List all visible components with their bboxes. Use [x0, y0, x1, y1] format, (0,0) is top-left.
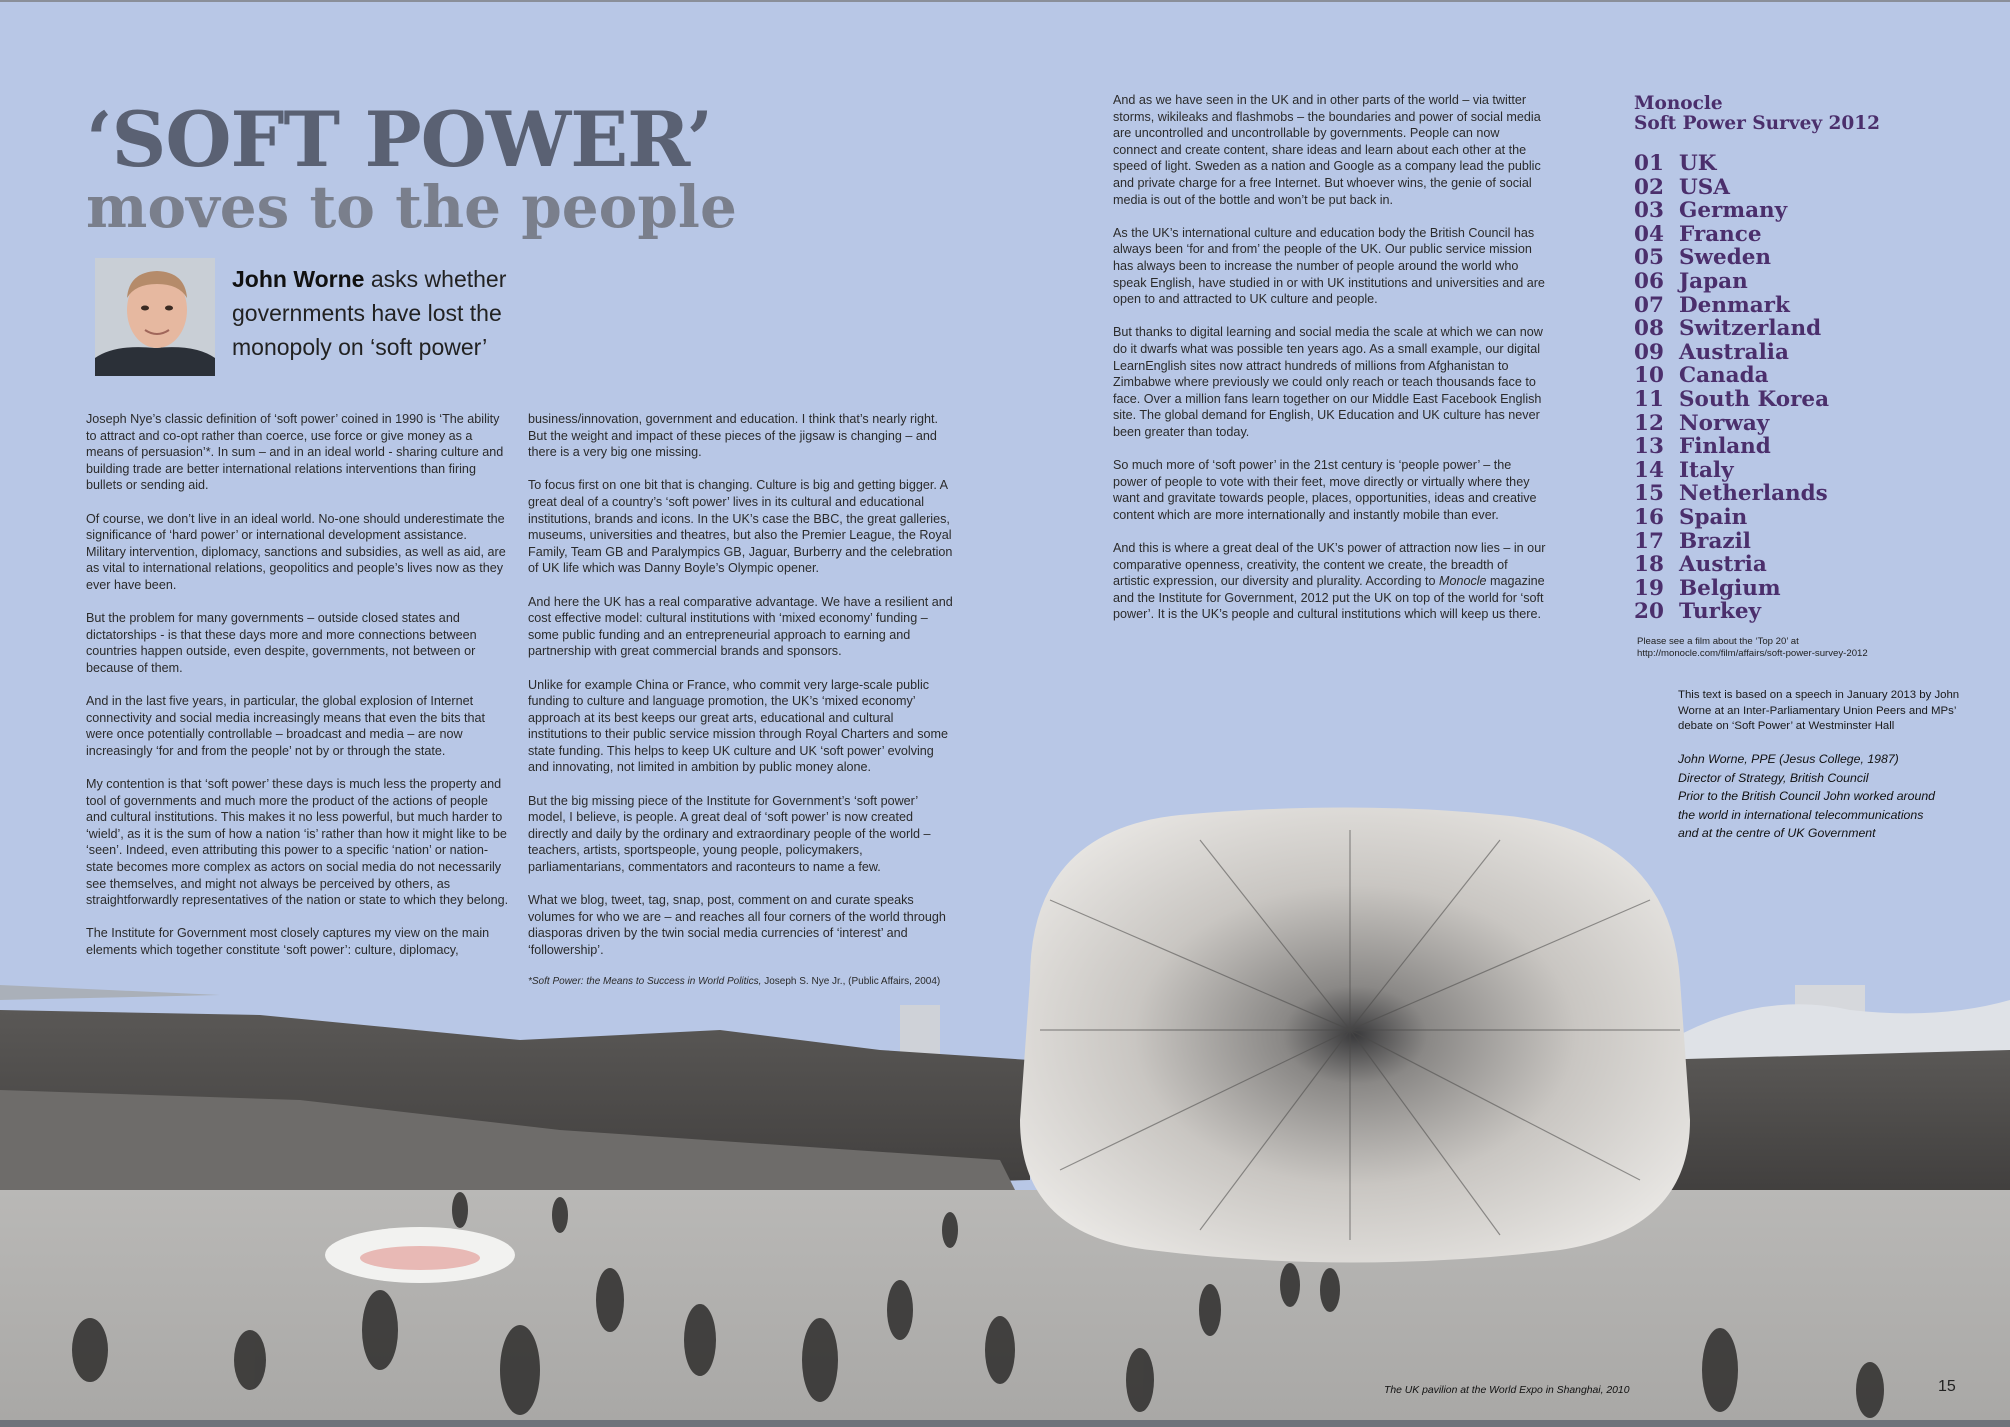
survey-rank: 02	[1634, 174, 1664, 200]
survey-rank: 07	[1634, 292, 1664, 318]
magazine-name: Monocle	[1438, 574, 1487, 589]
footnote-rest: Joseph S. Nye Jr., (Public Affairs, 2004)	[761, 976, 941, 988]
paragraph: business/innovation, government and education. I think that’s nearly right. But the weight and impact of these pieces of the jigsaw is changing – and there is a very big one missing.	[528, 412, 939, 460]
body-column-1	[86, 411, 509, 975]
survey-rank: 12	[1634, 410, 1664, 436]
paragraph: But thanks to digital learning and social media the scale at which we can now do it dwarfs what was possible ten years ago. As a small example, our digital LearnEnglish sites now attract hundreds of millions from Afghanistan to Zimbabwe where previously we could only reach or teach thousands face to face. Over a million fans learn together on our Middle East Facebook English site. The global demand for English, UK Education and UK culture has never been greater than today.	[1113, 325, 1543, 439]
survey-country: France	[1679, 221, 1762, 247]
survey-title-line-1: Monocle	[1634, 93, 1723, 114]
paragraph: Of course, we don’t live in an ideal world. No-one should underestimate the significance of ‘hard power’ or international development assistance. Military intervention, diplomacy, sanctions and subsidies, as well as aid, are as vital to international relations, geopolitics and people’s lives now as they ever have been.	[86, 511, 506, 592]
survey-item	[1634, 317, 1964, 341]
survey-rank: 11	[1634, 386, 1664, 412]
headline-subtitle: moves to the people	[86, 173, 737, 241]
survey-item	[1634, 600, 1964, 624]
footnote	[528, 975, 953, 988]
paragraph: And here the UK has a real comparative advantage. We have a resilient and cost effective model: cultural institutions with ‘mixed economy’ funding – some public funding and an entrepreneurial approach to earning and partnership with great commercial brands and sponsors.	[528, 594, 953, 659]
survey-item	[1634, 199, 1964, 223]
survey-country: Austria	[1679, 552, 1767, 578]
paragraph: But the problem for many governments – outside closed states and dictatorships - is that these days more and more connections between countries happen outside, even despite, governments, not between or because of them.	[86, 611, 477, 675]
survey-item	[1634, 482, 1964, 506]
survey-rank: 18	[1634, 552, 1664, 578]
speech-note: This text is based on a speech in January 2013 by John Worne at an Inter-Parliamentary Union Peers and MPs’ debate on ‘Soft Power’ at Westminster Hall	[1678, 689, 1960, 732]
survey-item	[1634, 246, 1964, 270]
survey-item	[1634, 341, 1964, 365]
survey-country: Belgium	[1679, 575, 1781, 601]
survey-country: Italy	[1679, 457, 1734, 483]
survey-rank: 04	[1634, 221, 1664, 247]
paragraph: To focus first on one bit that is changing. Culture is big and getting bigger. A great deal of a country’s ‘soft power’ lives in its cultural and educational institutions, brands and icons. In the UK’s case the BBC, the great galleries, museums, universities and theatres, but also the Premier League, the Royal Family, Team GB and Paralympics GB, Jaguar, Burberry and the celebration of UK life which was Danny Boyle’s Olympic opener.	[528, 478, 953, 576]
survey-rank: 01	[1634, 151, 1664, 176]
survey-item	[1634, 459, 1964, 483]
survey-rank: 17	[1634, 528, 1664, 554]
survey-rank: 15	[1634, 481, 1664, 507]
bio-line: and at the centre of UK Government	[1678, 826, 1876, 840]
footnote-title: *Soft Power: the Means to Success in World Politics,	[528, 976, 762, 988]
survey-item	[1634, 176, 1964, 200]
survey-film-link[interactable]: http://monocle.com/film/affairs/soft-power-survey-2012	[1637, 648, 1868, 659]
survey-country: Switzerland	[1679, 316, 1822, 342]
survey-country: Turkey	[1679, 599, 1762, 625]
standfirst	[232, 262, 542, 364]
paragraph: What we blog, tweet, tag, snap, post, comment on and curate speaks volumes for who we are – and reaches all four corners of the world through diasporas driven by the twin social media currencies of ‘interest’ and ‘followership’.	[528, 893, 946, 957]
survey-item	[1634, 530, 1964, 554]
survey-country: South Korea	[1679, 386, 1830, 412]
author-name: John Worne	[232, 266, 365, 292]
survey-rank: 10	[1634, 363, 1664, 389]
survey-country: UK	[1679, 151, 1717, 176]
top-rule	[0, 0, 2010, 2]
survey-country: USA	[1679, 174, 1730, 200]
survey-rank: 03	[1634, 198, 1664, 224]
paragraph: So much more of ‘soft power’ in the 21st century is ‘people power’ – the power of people to vote with their feet, move directly or virtually where they want and gravitate towards people, places, opportunities, ideas and creative content which are more internationally and instantly mobile than ever.	[1113, 458, 1537, 522]
survey-ranking-list	[1634, 152, 1964, 624]
survey-country: Brazil	[1679, 528, 1751, 554]
photo-caption: The UK pavilion at the World Expo in Shanghai, 2010	[1384, 1385, 1630, 1396]
bio-line: Director of Strategy, British Council	[1678, 770, 1869, 785]
headline: ‘SOFT POWER’	[86, 95, 713, 184]
survey-rank: 09	[1634, 339, 1664, 365]
survey-item	[1634, 294, 1964, 318]
survey-country: Australia	[1679, 339, 1789, 365]
standfirst-text: asks whether governments have lost the monopoly on ‘soft power’	[232, 266, 507, 360]
survey-item	[1634, 412, 1964, 436]
survey-rank: 14	[1634, 457, 1664, 483]
body-column-2	[528, 411, 953, 988]
survey-item	[1634, 435, 1964, 459]
survey-title-line-2: Soft Power Survey 2012	[1634, 113, 1881, 134]
bio-line: the world in international telecommunications	[1678, 807, 1924, 822]
body-column-3	[1113, 92, 1547, 640]
survey-rank: 06	[1634, 268, 1664, 294]
survey-note-text: Please see a film about the ‘Top 20’ at	[1637, 636, 1799, 647]
paragraph-text: magazine and the Institute for Government, 2012 put the UK on top of the world for ‘soft power’. It is the UK’s people and cultural institutions which will keep us there.	[1113, 574, 1545, 622]
survey-country: Finland	[1679, 434, 1771, 460]
paragraph: But the big missing piece of the Institute for Government’s ‘soft power’ model, I believe, is people. A great deal of ‘soft power’ is now created directly and daily by the ordinary and extraordinary people of the world – teachers, artists, sportspeople, young people, policymakers, parliamentarians, commentators and raconteurs to name a few.	[528, 793, 931, 875]
survey-item	[1634, 364, 1964, 388]
survey-country: Germany	[1679, 198, 1788, 224]
bio-line: John Worne, PPE (Jesus College, 1987)	[1678, 752, 1899, 766]
survey-rank: 16	[1634, 504, 1664, 530]
paragraph: Joseph Nye’s classic definition of ‘soft power’ coined in 1990 is ‘The ability to attract and co-opt rather than coerce, use force or give money as a means of persuasion’*. In sum – and in an ideal world - sharing culture and building trade are better international relations interventions than firing bullets or sending aid.	[86, 412, 504, 493]
survey-item	[1634, 553, 1964, 577]
survey-item	[1634, 270, 1964, 294]
survey-rank: 05	[1634, 245, 1664, 271]
survey-item	[1634, 223, 1964, 247]
paragraph: Unlike for example China or France, who commit very large-scale public funding to culture and language promotion, the UK’s ‘mixed economy’ approach at its best keeps our great arts, educational and cultural institutions to their public service mission through Royal Charters and some state funding. This helps to keep UK culture and UK ‘soft power’ evolving and innovating, not limited in ambition by public money alone.	[528, 677, 948, 775]
paragraph: My contention is that ‘soft power’ these days is much less the property and tool of governments and much more the product of the actions of people and cultural institutions. This makes it no less powerful, but much harder to ‘wield’, as it is the sum of how a nation ‘is’ rather than how it might like to be ‘seen’. Indeed, even attributing this power to a specific ‘nation’ or nation-state becomes more complex as actors on social media do not necessarily see themselves, and might not always be perceived by others, as straightforwardly representatives of the nation or state to which they belong.	[86, 777, 509, 908]
survey-country: Netherlands	[1679, 481, 1828, 507]
paragraph: The Institute for Government most closely captures my view on the main elements which together constitute ‘soft power’: culture, diplomacy,	[86, 926, 490, 957]
bio-line: Prior to the British Council John worked around	[1678, 789, 1935, 803]
survey-country: Japan	[1679, 268, 1748, 294]
survey-rank: 08	[1634, 316, 1664, 342]
survey-film-note	[1637, 636, 1957, 660]
survey-rank: 19	[1634, 575, 1664, 601]
paragraph-text: And this is where a great deal of the UK’s power of attraction now lies – in our comparative openness, creativity, the content we create, the breadth of artistic expression, our diversity and plurality. According to	[1113, 541, 1546, 589]
paragraph: And as we have seen in the UK and in other parts of the world – via twitter storms, wikileaks and flashmobs – the boundaries and power of social media are uncontrolled and uncontrollable by governments. People can now connect and create content, share ideas and learn about each other at the speed of light. Sweden as a nation and Google as a company lead the public and private charge for a free Internet. But whoever wins, the genie of social media is out of the bottle and won’t be put back in.	[1113, 93, 1541, 207]
paragraph: And in the last five years, in particular, the global explosion of Internet connectivity and social media increasingly means that even the bits that were once potentially controllable – broadcast and media – are now increasingly ‘for and from the people’ not by or through the state.	[86, 694, 486, 758]
survey-item	[1634, 388, 1964, 412]
survey-country: Sweden	[1679, 245, 1772, 271]
page-number: 15	[1938, 1378, 1956, 1395]
survey-country: Canada	[1679, 363, 1769, 389]
author-bio	[1678, 750, 1978, 843]
paragraph	[1113, 540, 1547, 623]
survey-rank: 13	[1634, 434, 1664, 460]
survey-item	[1634, 506, 1964, 530]
survey-country: Norway	[1679, 410, 1770, 436]
survey-rank: 20	[1634, 599, 1664, 625]
survey-country: Denmark	[1679, 292, 1790, 318]
survey-item	[1634, 577, 1964, 601]
paragraph: As the UK’s international culture and education body the British Council has always been ‘for and from’ the people of the UK. Our public service mission has always been to increase the number of people around the world who speak English, have studied in or with UK institutions and universities and are open to and attracted to UK culture and people.	[1113, 225, 1545, 307]
survey-country: Spain	[1679, 504, 1748, 530]
author-photo	[95, 258, 215, 376]
bottom-rule	[0, 1420, 2010, 1427]
survey-item	[1634, 152, 1964, 176]
survey-title	[1634, 94, 1964, 134]
